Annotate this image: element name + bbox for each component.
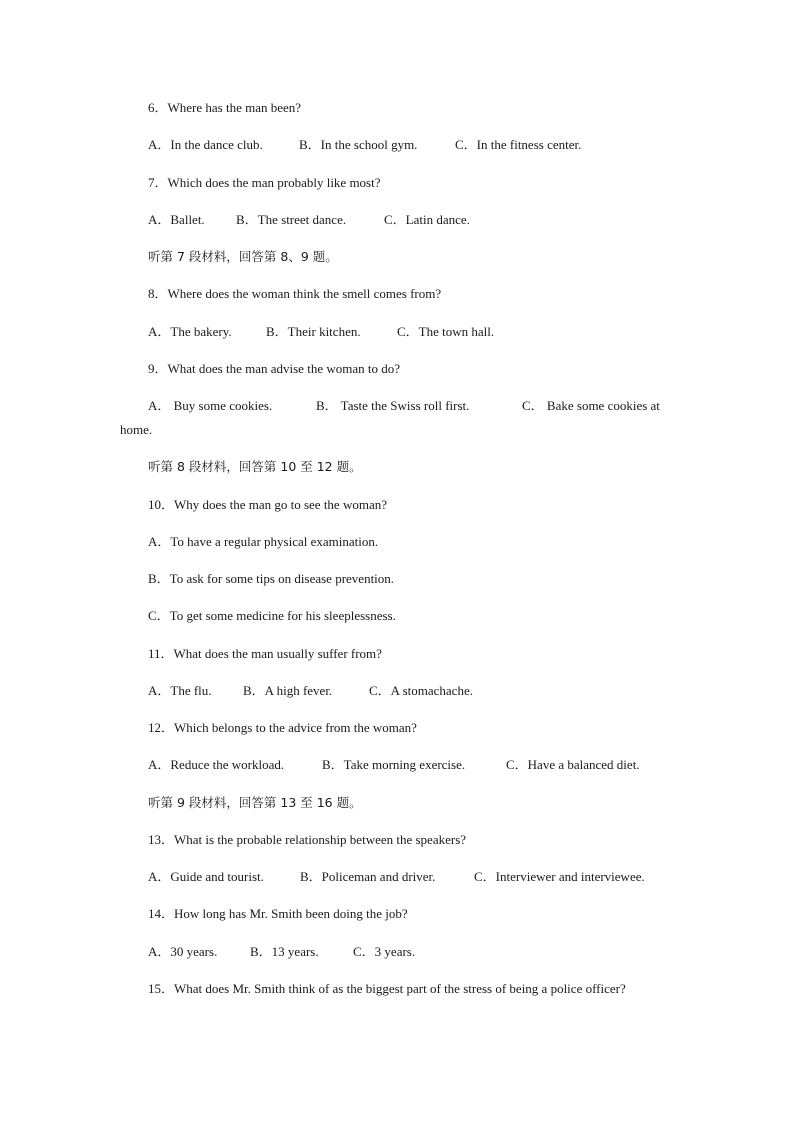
- question-14-options: [148, 944, 668, 960]
- question-15: 15．What does Mr. Smith think of as the biggest part of the stress of being a police officer?: [148, 981, 626, 996]
- q9-option-c: C． Bake some cookies at: [522, 398, 660, 413]
- q8-option-a: A．The bakery.: [148, 324, 232, 339]
- q6-option-b: B．In the school gym.: [299, 137, 418, 152]
- q13-option-b: B．Policeman and driver.: [300, 869, 436, 884]
- q6-option-a: A．In the dance club.: [148, 137, 263, 152]
- question-11: 11．What does the man usually suffer from?: [148, 646, 382, 661]
- q14-option-a: A．30 years.: [148, 944, 218, 959]
- section-heading-9: 听第 9 段材料，回答第 13 至 16 题。: [148, 795, 362, 810]
- q14-option-c: C．3 years.: [353, 944, 416, 959]
- q11-option-b: B．A high fever.: [243, 683, 333, 698]
- q10-option-c: C．To get some medicine for his sleeplessness.: [148, 608, 396, 623]
- q10-option-a: A．To have a regular physical examination.: [148, 534, 379, 549]
- section-heading-7: 听第 7 段材料，回答第 8、9 题。: [148, 249, 338, 264]
- q7-option-c: C．Latin dance.: [384, 212, 470, 227]
- question-8: 8．Where does the woman think the smell comes from?: [148, 286, 442, 301]
- section-heading-8: 听第 8 段材料，回答第 10 至 12 题。: [148, 459, 362, 474]
- question-10: 10．Why does the man go to see the woman?: [148, 497, 387, 512]
- question-11-options: [148, 683, 668, 699]
- q12-option-c: C．Have a balanced diet.: [506, 757, 640, 772]
- question-9: 9．What does the man advise the woman to do?: [148, 361, 400, 376]
- question-12: 12．Which belongs to the advice from the woman?: [148, 720, 417, 735]
- question-13-options: [148, 869, 688, 885]
- q7-option-b: B．The street dance.: [236, 212, 347, 227]
- q11-option-a: A．The flu.: [148, 683, 212, 698]
- question-14: 14．How long has Mr. Smith been doing the job?: [148, 906, 408, 921]
- q14-option-b: B．13 years.: [250, 944, 319, 959]
- question-12-options: [148, 757, 668, 773]
- q8-option-b: B．Their kitchen.: [266, 324, 361, 339]
- q13-option-a: A．Guide and tourist.: [148, 869, 264, 884]
- question-7: 7．Which does the man probably like most?: [148, 175, 381, 190]
- q8-option-c: C．The town hall.: [397, 324, 495, 339]
- q12-option-a: A．Reduce the workload.: [148, 757, 285, 772]
- question-13: 13．What is the probable relationship between the speakers?: [148, 832, 467, 847]
- q7-option-a: A．Ballet.: [148, 212, 205, 227]
- q12-option-b: B．Take morning exercise.: [322, 757, 466, 772]
- q11-option-c: C．A stomachache.: [369, 683, 473, 698]
- q13-option-c: C．Interviewer and interviewee.: [474, 869, 645, 884]
- question-7-options: [148, 212, 668, 228]
- question-6-options: [148, 137, 668, 153]
- q10-option-b: B．To ask for some tips on disease prevention.: [148, 571, 395, 586]
- question-8-options: [148, 324, 668, 340]
- question-6: 6．Where has the man been?: [148, 100, 302, 115]
- q9-option-b: B． Taste the Swiss roll first.: [316, 398, 470, 413]
- q6-option-c: C．In the fitness center.: [455, 137, 582, 152]
- q9-option-c-continuation: home.: [120, 422, 153, 437]
- question-9-options: [148, 398, 678, 414]
- q9-option-a: A． Buy some cookies.: [148, 398, 273, 413]
